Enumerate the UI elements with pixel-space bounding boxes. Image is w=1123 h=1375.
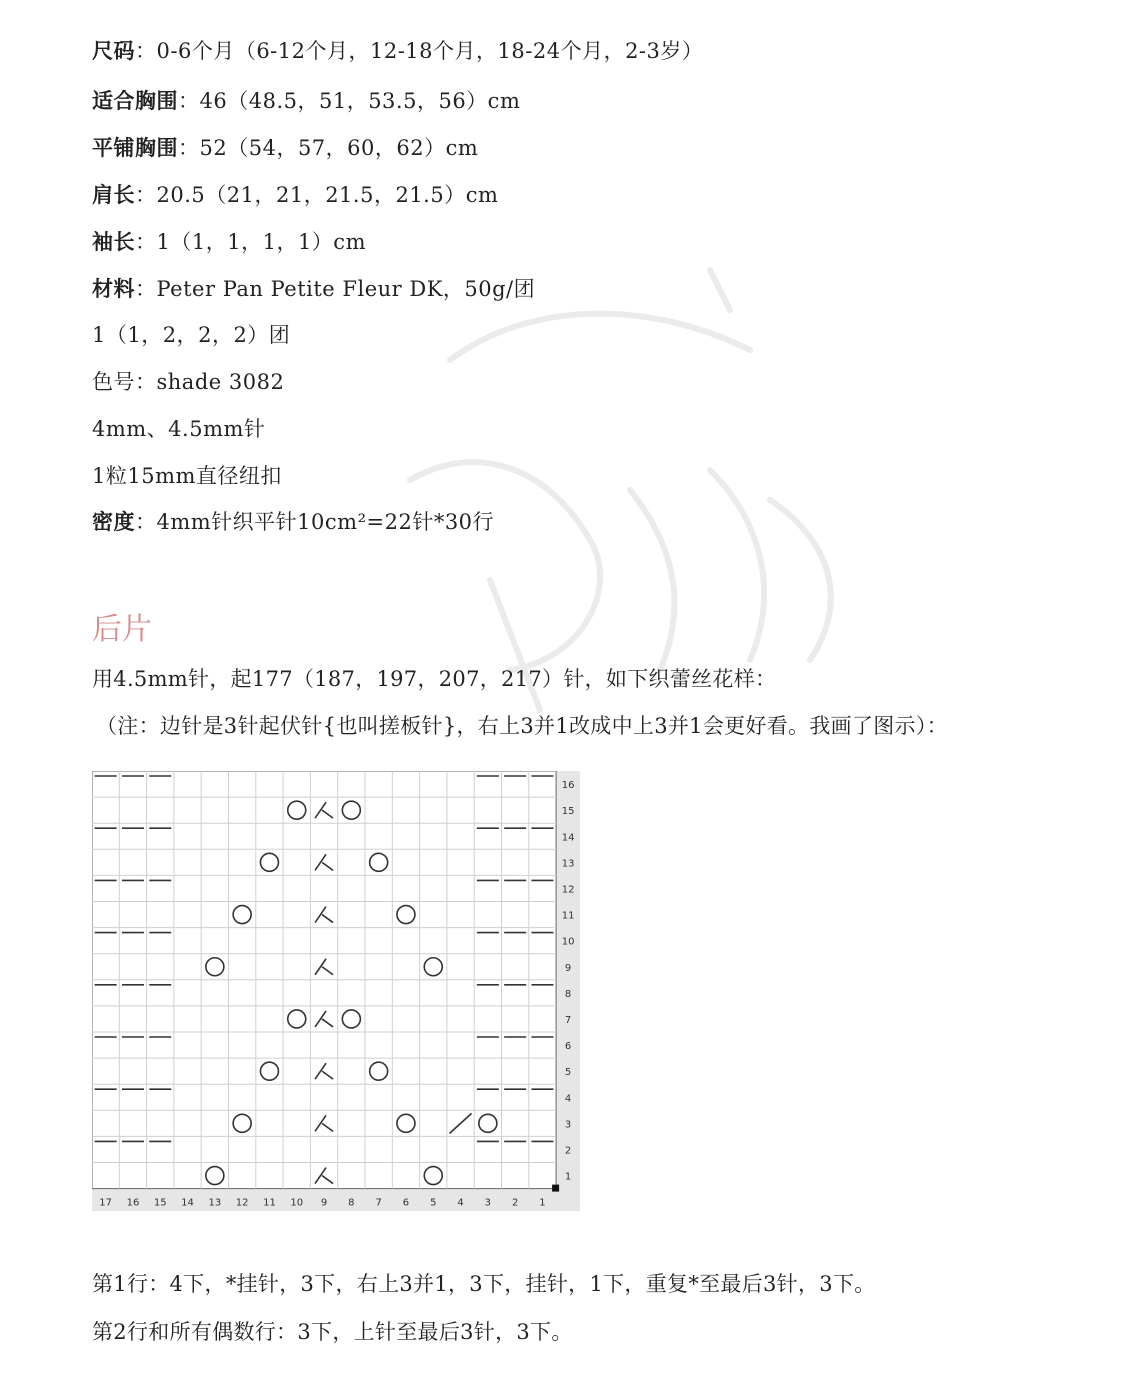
column-label: 1 (539, 1197, 546, 1209)
row1-instruction: 第1行：4下，*挂针，3下，右上3并1，3下，挂针，1下，重复*至最后3针，3下。 (92, 1272, 876, 1296)
row-label: 6 (564, 1041, 572, 1053)
column-label: 9 (320, 1197, 328, 1209)
column-label: 16 (126, 1197, 140, 1209)
column-label: 13 (208, 1197, 222, 1209)
row-label: 14 (561, 832, 575, 844)
spec-label: 平铺胸围 (92, 136, 178, 160)
spec-shoulder (92, 181, 498, 209)
section-title: 后片 (92, 612, 152, 647)
spec-fit-chest (92, 87, 520, 115)
row-label: 1 (564, 1171, 572, 1183)
spec-value: 4mm、4.5mm针 (92, 417, 266, 441)
stitch-chart (92, 771, 582, 1211)
row-label: 2 (564, 1145, 572, 1157)
column-label: 6 (402, 1197, 410, 1209)
row-label: 11 (561, 910, 575, 922)
column-label: 11 (263, 1197, 276, 1209)
column-label: 17 (99, 1197, 113, 1209)
spec-value: 1（1，2，2，2）团 (92, 323, 291, 347)
spec-color (92, 368, 284, 396)
spec-label: 材料 (92, 277, 135, 301)
column-label: 12 (235, 1197, 249, 1209)
column-label: 4 (457, 1197, 464, 1209)
column-label: 15 (153, 1197, 167, 1209)
row-label: 5 (564, 1067, 572, 1079)
section-intro: 用4.5mm针，起177（187，197，207，217）针，如下织蕾丝花样： (92, 667, 777, 691)
spec-sep: ： (135, 510, 157, 534)
spec-value: 0-6个月（6-12个月，12-18个月，18-24个月，2-3岁） (156, 39, 704, 63)
spec-value: 46（48.5，51，53.5，56）cm (199, 89, 521, 113)
spec-material (92, 275, 535, 303)
row-label: 10 (561, 936, 575, 948)
spec-button (92, 462, 282, 490)
spec-value: 20.5（21，21，21.5，21.5）cm (156, 183, 499, 207)
corner-marker (552, 1185, 559, 1192)
spec-value: 色号：shade 3082 (92, 370, 285, 394)
spec-gauge (92, 508, 494, 536)
row-label: 3 (564, 1119, 572, 1131)
column-label: 10 (290, 1197, 304, 1209)
column-label: 14 (181, 1197, 194, 1209)
spec-label: 肩长 (92, 183, 135, 207)
section-note: （注：边针是3针起伏针{也叫搓板针}，右上3并1改成中上3并1会更好看。我画了图示）： (96, 714, 948, 738)
spec-size (92, 37, 703, 65)
row-label: 8 (564, 988, 572, 1000)
spec-value: 52（54，57，60，62）cm (199, 136, 479, 160)
spec-label: 密度 (92, 510, 135, 534)
spec-sleeve (92, 228, 366, 256)
column-label: 8 (348, 1197, 355, 1209)
spec-label: 尺码 (92, 39, 135, 63)
row-label: 12 (561, 884, 575, 896)
spec-label: 袖长 (92, 230, 135, 254)
spec-sep: ： (135, 39, 157, 63)
spec-sep: ： (135, 183, 157, 207)
row-label: 4 (564, 1093, 572, 1105)
spec-value: 1（1，1，1，1）cm (156, 230, 366, 254)
spec-sep: ： (135, 230, 157, 254)
row2-instruction: 第2行和所有偶数行：3下，上针至最后3针，3下。 (92, 1320, 573, 1344)
spec-value: 1粒15mm直径纽扣 (92, 464, 282, 488)
spec-sep: ： (178, 136, 200, 160)
spec-label: 适合胸围 (92, 89, 178, 113)
spec-flat-chest (92, 134, 478, 162)
spec-sep: ： (178, 89, 200, 113)
row-label: 15 (561, 806, 575, 818)
column-label: 2 (511, 1197, 519, 1209)
spec-yarn-count (92, 321, 290, 349)
column-label: 5 (430, 1197, 437, 1209)
spec-needles (92, 415, 265, 443)
spec-sep: ： (135, 277, 157, 301)
column-label: 3 (484, 1197, 492, 1209)
row-label: 7 (564, 1014, 572, 1026)
spec-value: Peter Pan Petite Fleur DK，50g/团 (156, 277, 536, 301)
column-label: 7 (375, 1197, 382, 1209)
spec-value: 4mm针织平针10cm²=22针*30行 (156, 510, 495, 534)
row-label: 13 (561, 858, 575, 870)
row-label: 16 (561, 780, 575, 792)
row-label: 9 (564, 962, 572, 974)
